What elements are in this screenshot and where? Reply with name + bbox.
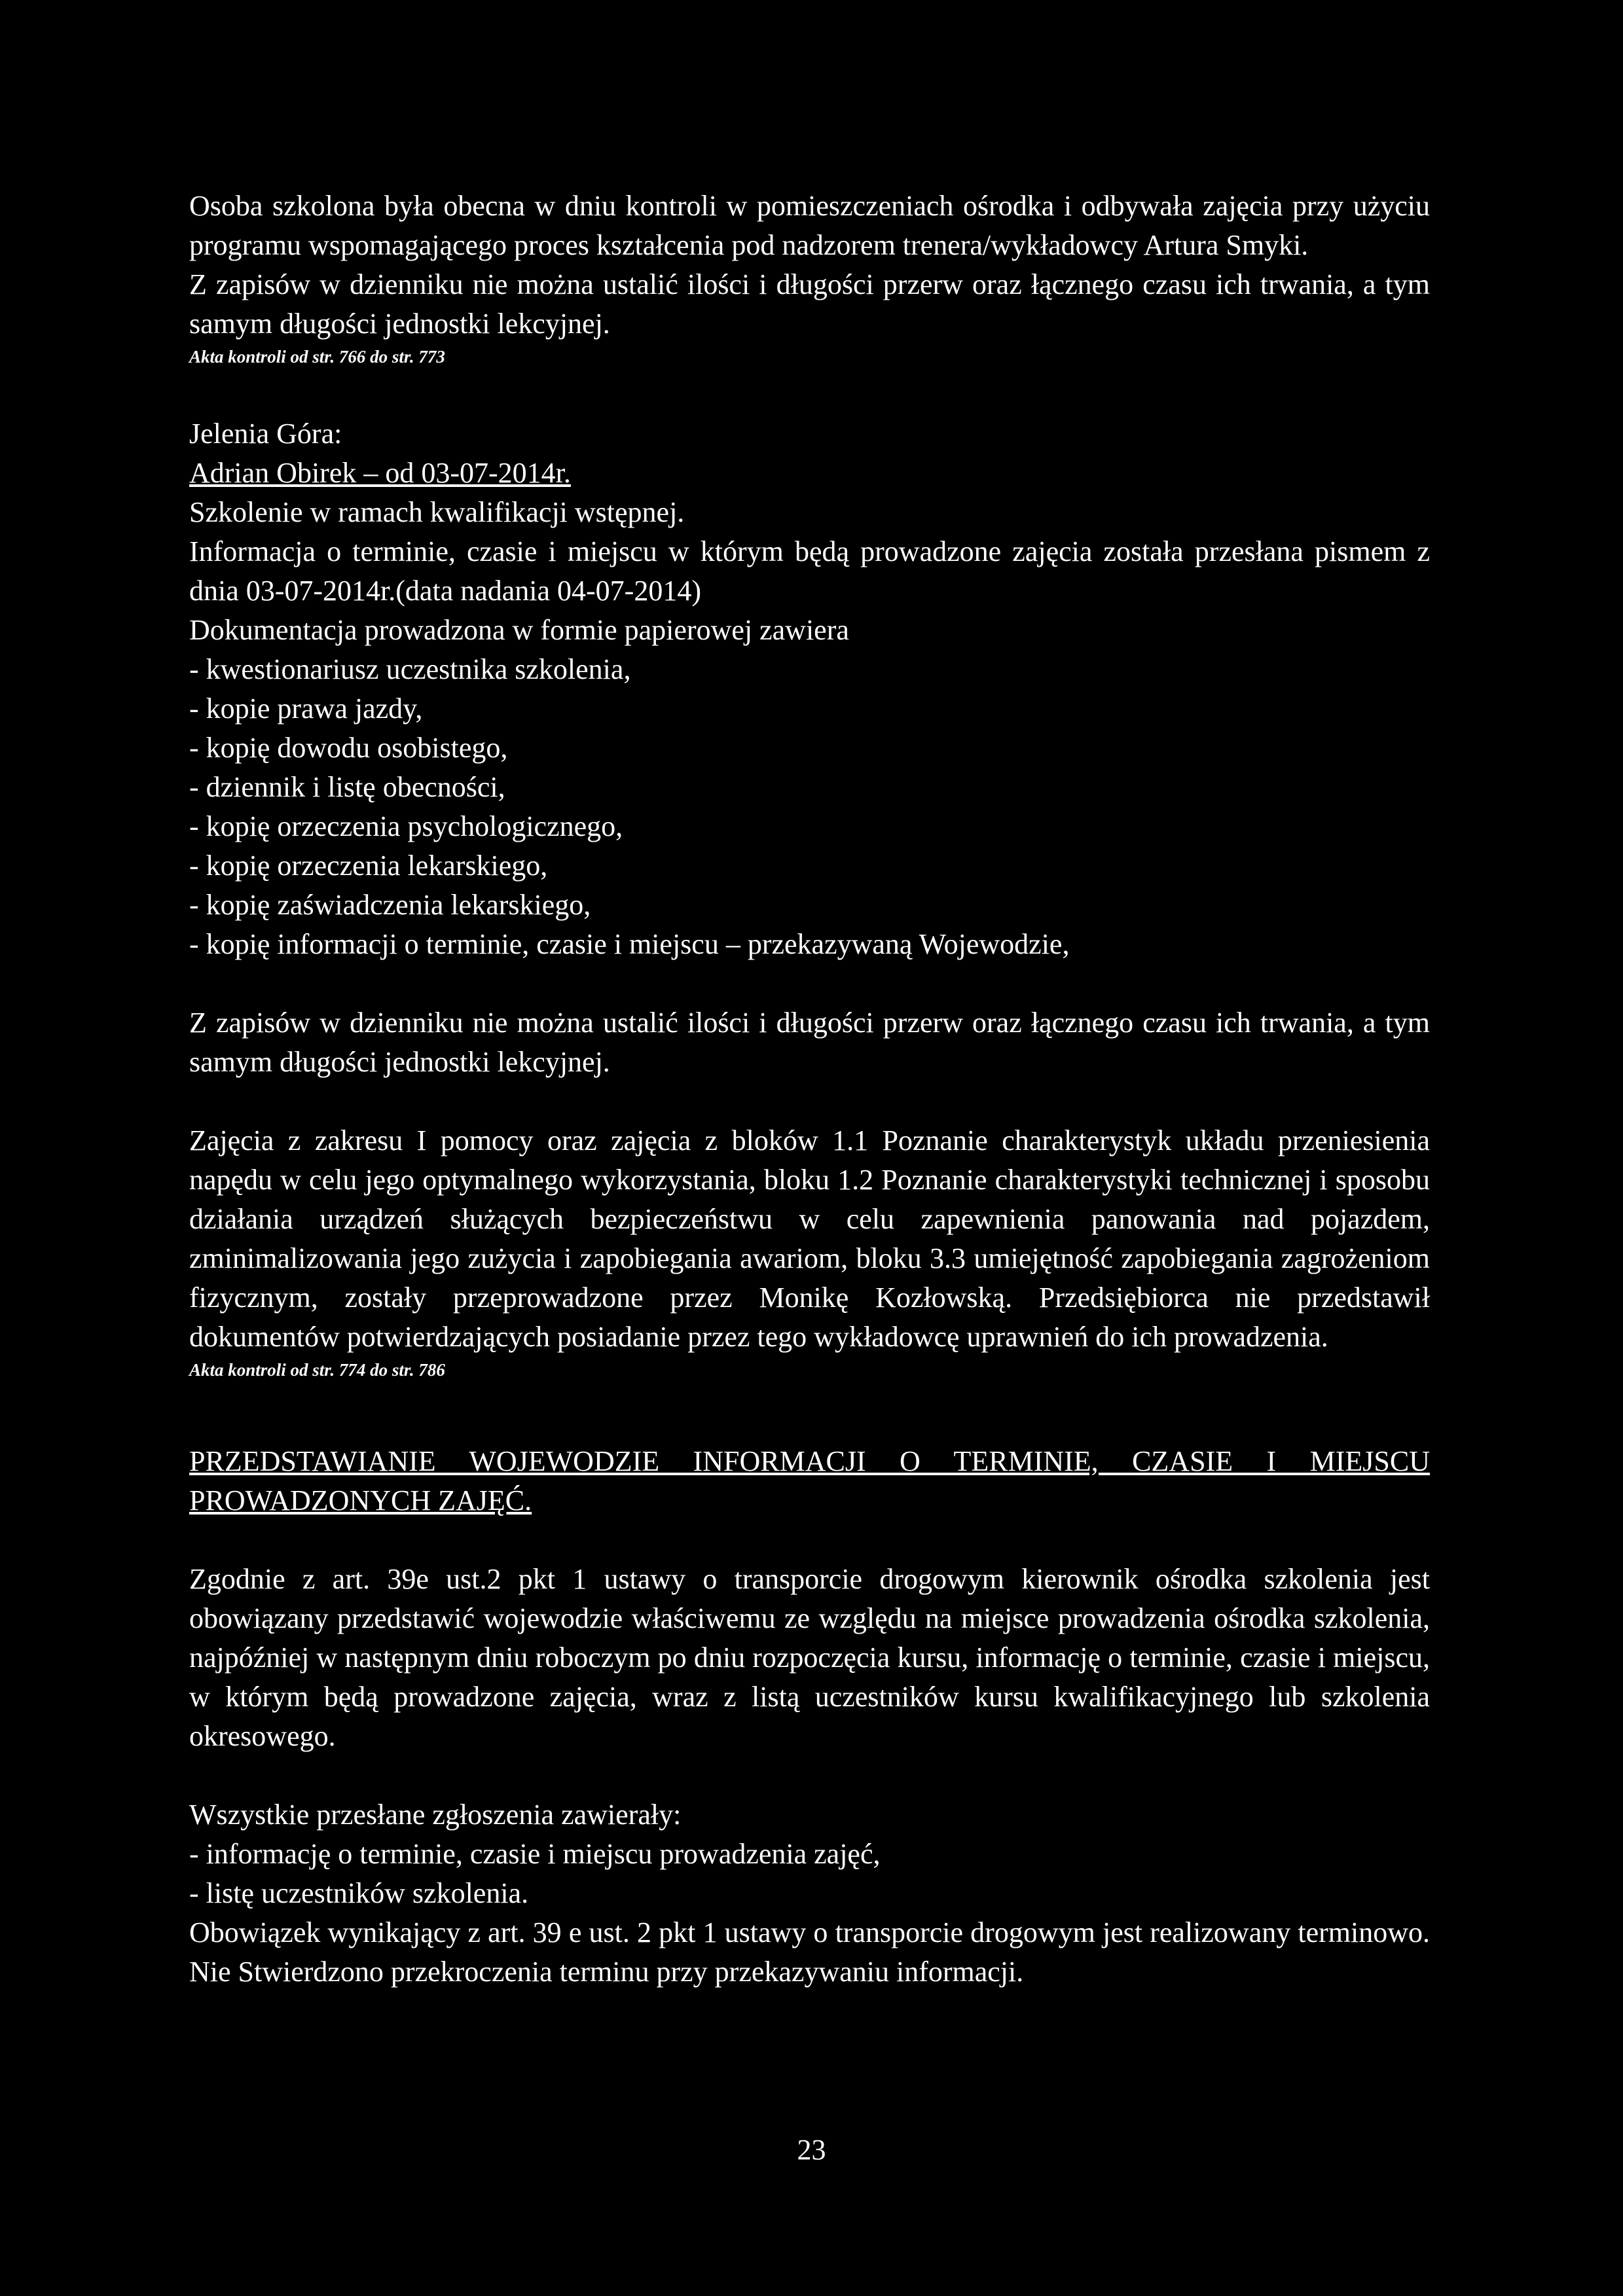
training-type: Szkolenie w ramach kwalifikacji wstępnej. <box>189 496 685 528</box>
documentation-intro: Dokumentacja prowadzona w formie papierowej zawiera <box>189 614 849 646</box>
list-item: - kopię dowodu osobistego, <box>189 732 508 764</box>
list-item: - kopię orzeczenia lekarskiego, <box>189 850 548 882</box>
paragraph-lecturer: Zajęcia z zakresu I pomocy oraz zajęcia z bloków 1.1 Poznanie charakterystyk układu przeniesienia napędu w celu jego optymalnego wykorzystania, bloku 1.2 Poznanie charakterystyki technicznej i sposobu działania urządzeń służących bezpieczeństwu w celu zapewnienia panowania nad pojazdem, zminimalizowania jego zużycia i zapobiegania awariom, bloku 3.3 umiejętność zapobiegania zagrożeniom fizycznym, zostały przeprowadzone przez Monikę Kozłowską. Przedsiębiorca nie przedstawił dokumentów potwierdzających posiadanie przez tego wykładowcę uprawnień do ich prowadzenia. <box>189 1124 1430 1353</box>
list-item: - informację o terminie, czasie i miejscu prowadzenia zajęć, <box>189 1838 881 1870</box>
location-label: Jelenia Góra: <box>189 418 342 450</box>
list-item: - dziennik i listę obecności, <box>189 771 505 803</box>
page-number: 23 <box>797 2134 826 2166</box>
paragraph-training-presence: Osoba szkolona była obecna w dniu kontroli w pomieszczeniach ośrodka i odbywała zajęcia przy użyciu programu wspomagającego proces kształcenia pod nadzorem trenera/wykładowcy Artura Smyki. <box>189 190 1430 261</box>
record-reference: Akta kontroli od str. 774 do str. 786 <box>189 1360 445 1380</box>
paragraph-notification: Informacja o terminie, czasie i miejscu w którym będą prowadzone zajęcia została przesłana pismem z dnia 03-07-2014r.(data nadania 04-07-2014) <box>189 535 1430 607</box>
list-item: - kopię informacji o terminie, czasie i miejscu – przekazywaną Wojewodzie, <box>189 928 1070 960</box>
paragraph-legal-basis: Zgodnie z art. 39e ust.2 pkt 1 ustawy o transporcie drogowym kierownik ośrodka szkolenia jest obowiązany przedstawić wojewodzie właściwemu ze względu na miejsce prowadzenia ośrodka szkolenia, najpóźniej w następnym dniu roboczym po dniu rozpoczęcia kursu, informację o terminie, czasie i miejscu, w którym będą prowadzone zajęcia, wraz z listą uczestników kursu kwalifikacyjnego lub szkolenia okresowego. <box>189 1563 1430 1752</box>
record-reference: Akta kontroli od str. 766 do str. 773 <box>189 347 445 367</box>
paragraph-journal-note-repeat: Z zapisów w dzienniku nie można ustalić ilości i długości przerw oraz łącznego czasu ich trwania, a tym samym długości jednostki lekcyjnej. <box>189 1007 1430 1078</box>
list-item: - kwestionariusz uczestnika szkolenia, <box>189 653 631 685</box>
list-item: - listę uczestników szkolenia. <box>189 1877 529 1909</box>
section-heading: PRZEDSTAWIANIE WOJEWODZIE INFORMACJI O TERMINIE, CZASIE I MIEJSCU PROWADZONYCH ZAJĘĆ. <box>189 1445 1430 1516</box>
documentation-list <box>189 650 1430 964</box>
paragraph-conclusion: Obowiązek wynikający z art. 39 e ust. 2 pkt 1 ustawy o transporcie drogowym jest realizowany terminowo. Nie Stwierdzono przekroczenia terminu przy przekazywaniu informacji. <box>189 1916 1430 1988</box>
paragraph-journal-note: Z zapisów w dzienniku nie można ustalić ilości i długości przerw oraz łącznego czasu ich trwania, a tym samym długości jednostki lekcyjnej. <box>189 268 1430 340</box>
list-item: - kopie prawa jazdy, <box>189 692 423 725</box>
notifications-intro: Wszystkie przesłane zgłoszenia zawierały: <box>189 1799 682 1831</box>
list-item: - kopię orzeczenia psychologicznego, <box>189 810 623 842</box>
list-item: - kopię zaświadczenia lekarskiego, <box>189 889 591 921</box>
participant-line: Adrian Obirek – od 03-07-2014r. <box>189 457 571 489</box>
page-body <box>189 187 1430 1992</box>
notifications-list <box>189 1835 1430 1913</box>
